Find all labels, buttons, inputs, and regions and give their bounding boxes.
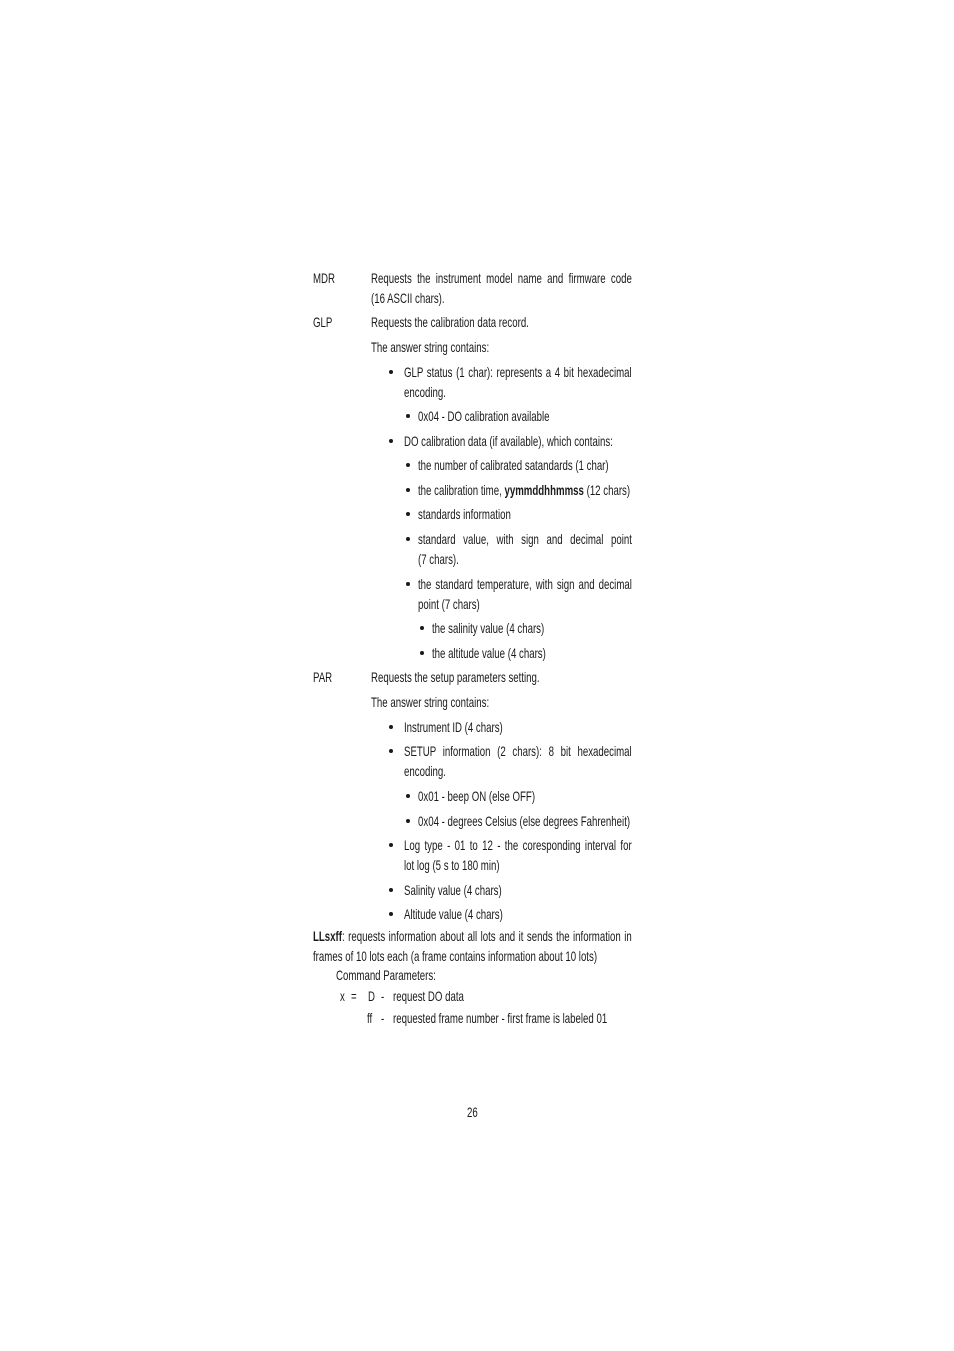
bullet-icon xyxy=(389,888,393,892)
paragraph-line xyxy=(313,926,632,946)
bullet-icon xyxy=(389,370,393,374)
param-desc-x: request DO data xyxy=(393,988,464,1004)
list-item-beep-flag: 0x01 - beep ON (else OFF) xyxy=(418,788,536,804)
list-item-units-flag: 0x04 - degrees Celsius (else degrees Fahrenheit) xyxy=(418,813,631,829)
list-item-line: encoding. xyxy=(404,384,446,400)
cmd-desc-llsxff: : requests information about all lots and it sends the information in xyxy=(341,928,632,944)
calibration-time-prefix: the calibration time, xyxy=(418,482,502,498)
bullet-icon xyxy=(406,463,410,467)
paragraph-line: frames of 10 lots each (a frame contains information about 10 lots) xyxy=(313,948,598,964)
param-value-d: D xyxy=(368,988,375,1004)
cmd-desc-mdr-line: Requests the instrument model name and firmware code xyxy=(371,270,632,286)
list-item-salinity-value: the salinity value (4 chars) xyxy=(432,620,545,636)
cmd-desc-glp: Requests the calibration data record. xyxy=(371,314,529,330)
answer-intro-glp: The answer string contains: xyxy=(371,339,490,355)
list-item-standards-count: the number of calibrated satandards (1 char) xyxy=(418,457,609,473)
calibration-time-suffix: (12 chars) xyxy=(586,482,631,498)
cmd-desc-mdr-line: (16 ASCII chars). xyxy=(371,290,445,306)
param-dash: - xyxy=(381,1010,385,1026)
bullet-icon xyxy=(406,537,410,541)
cmd-llsxff-paragraph xyxy=(313,926,775,966)
list-item-altitude: Altitude value (4 chars) xyxy=(404,906,503,922)
param-name-ff: ff xyxy=(367,1010,373,1026)
bullet-icon xyxy=(389,725,393,729)
bullet-icon xyxy=(389,439,393,443)
bullet-icon xyxy=(420,626,424,630)
list-item-glp-flag: 0x04 - DO calibration available xyxy=(418,408,550,424)
bullet-icon xyxy=(389,912,393,916)
list-item-instrument-id: Instrument ID (4 chars) xyxy=(404,719,503,735)
cmd-label-glp: GLP xyxy=(313,314,333,330)
list-item-line: encoding. xyxy=(404,763,446,779)
list-item-line: GLP status (1 char): represents a 4 bit hexadecimal xyxy=(404,364,632,380)
bullet-icon xyxy=(406,819,410,823)
list-item-line: Log type - 01 to 12 - the coresponding interval for xyxy=(404,837,632,853)
list-item-glp-status xyxy=(404,362,734,402)
list-item-altitude-value: the altitude value (4 chars) xyxy=(432,645,546,661)
list-item-standard-temperature xyxy=(418,574,728,614)
list-item-log-type xyxy=(404,835,734,875)
list-item-calibration-time xyxy=(418,480,630,500)
bullet-icon xyxy=(406,512,410,516)
list-item-line: the standard temperature, with sign and decimal xyxy=(418,576,632,592)
cmd-label-mdr: MDR xyxy=(313,270,336,286)
param-dash: - xyxy=(381,988,385,1004)
list-item-setup-info xyxy=(404,741,734,781)
bullet-icon xyxy=(420,651,424,655)
page-number: 26 xyxy=(467,1104,478,1120)
list-item-line: lot log (5 s to 180 min) xyxy=(404,857,500,873)
list-item-standards-info: standards information xyxy=(418,506,511,522)
calibration-time-format: yymmddhhmmss xyxy=(504,482,584,498)
bullet-icon xyxy=(406,794,410,798)
list-item-do-calibration: DO calibration data (if available), which contains: xyxy=(404,433,613,449)
list-item-salinity: Salinity value (4 chars) xyxy=(404,882,502,898)
list-item-line: point (7 chars) xyxy=(418,596,480,612)
params-title: Command Parameters: xyxy=(336,967,436,983)
cmd-desc-par: Requests the setup parameters setting. xyxy=(371,669,540,685)
cmd-label-llsxff: LLsxff xyxy=(313,928,342,944)
bullet-icon xyxy=(406,582,410,586)
bullet-icon xyxy=(406,414,410,418)
param-equals: = xyxy=(351,988,357,1004)
answer-intro-par: The answer string contains: xyxy=(371,694,490,710)
param-desc-ff: requested frame number - first frame is labeled 01 xyxy=(393,1010,608,1026)
list-item-line: standard value, with sign and decimal point xyxy=(418,531,632,547)
list-item-line: (7 chars). xyxy=(418,551,459,567)
list-item-standard-value xyxy=(418,529,728,569)
list-item-line: SETUP information (2 chars): 8 bit hexadecimal xyxy=(404,743,632,759)
bullet-icon xyxy=(389,843,393,847)
bullet-icon xyxy=(406,488,410,492)
param-name-x: x xyxy=(340,988,345,1004)
bullet-icon xyxy=(389,749,393,753)
cmd-label-par: PAR xyxy=(313,669,333,685)
cmd-desc-mdr xyxy=(371,268,749,308)
